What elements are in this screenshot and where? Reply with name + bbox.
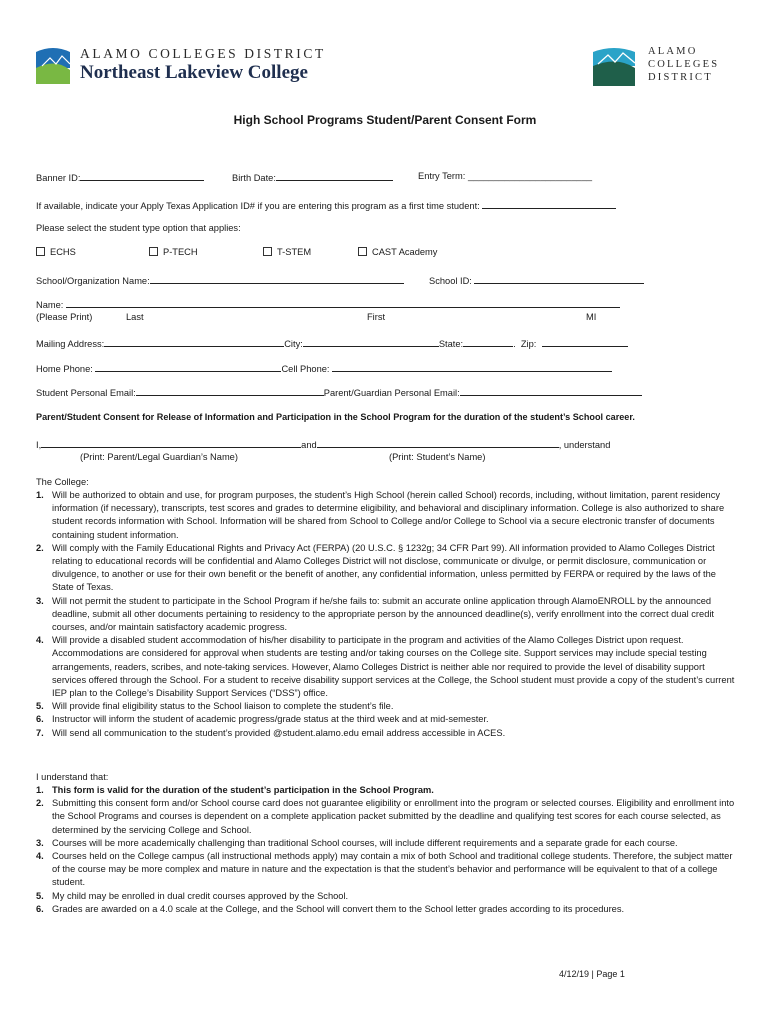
college-intro: The College: (36, 477, 89, 487)
list-item-text: Courses will be more academically challenging than traditional School courses, will include different requirements and a separate grade for each course. (52, 837, 678, 848)
list-item-number: 1. (36, 785, 44, 795)
college-name: Northeast Lakeview College (80, 62, 308, 83)
cast-label: CAST Academy (372, 247, 438, 257)
list-item (36, 634, 736, 700)
list-item-number: 5. (36, 890, 44, 901)
zip-input[interactable] (542, 335, 628, 347)
list-item-number: 2. (36, 798, 44, 809)
page-footer: 4/12/19 | Page 1 (559, 969, 625, 979)
list-item (36, 903, 736, 916)
list-item (36, 850, 736, 890)
consent-heading: Parent/Student Consent for Release of Information and Participation in the School Program for the duration of the student’s School career. (36, 412, 635, 422)
list-item (36, 489, 736, 542)
list-item (36, 784, 736, 797)
print-student-label: (Print: Student’s Name) (389, 452, 486, 462)
parent-name-input[interactable] (41, 436, 301, 448)
list-item-text: Submitting this consent form and/or School course card does not guarantee eligibility or enrollment into the program or selected courses. Eligibility and enrollment into the School Programs and courses is dependent on a complete application packet submitted by the deadline and qualifying test scores for each course selected, as determined by the servicing College and School. (52, 798, 735, 835)
mi-label: MI (586, 312, 597, 322)
form-title: High School Programs Student/Parent Consent Form (233, 113, 537, 127)
birth-date-input[interactable] (276, 169, 393, 181)
last-label: Last (126, 312, 144, 322)
northeast-lakeview-logo-mark (36, 44, 70, 84)
ptech-label: P-TECH (163, 247, 198, 257)
state-label: State: (438, 339, 464, 349)
name-row (36, 296, 620, 312)
option-cast[interactable] (358, 245, 437, 259)
option-tstem[interactable] (263, 245, 311, 259)
list-item-number: 4. (36, 851, 44, 862)
banner-id-row (36, 169, 204, 185)
print-parent-label: (Print: Parent/Legal Guardian’s Name) (80, 452, 238, 462)
school-org-label: School/Organization Name: (36, 276, 150, 286)
name-label: Name: (36, 300, 64, 310)
cast-checkbox[interactable] (358, 247, 367, 256)
list-item-text: Grades are awarded on a 4.0 scale at the College, and the School will convert them to the School letter grades according to its procedures. (52, 903, 625, 914)
consent-and: and (301, 440, 317, 450)
banner-id-label: Banner ID: (36, 173, 81, 183)
student-name-input[interactable] (317, 436, 559, 448)
college-list (36, 489, 736, 740)
school-id-label: School ID: (429, 276, 472, 286)
list-item-number: 3. (36, 595, 44, 606)
entry-term[interactable]: Entry Term: ________________________ (418, 171, 593, 181)
echs-label: ECHS (50, 247, 76, 257)
list-item (36, 727, 736, 740)
state-input[interactable] (463, 335, 513, 347)
list-item-text: Will send all communication to the student’s provided @student.alamo.edu email address accessible in ACES. (52, 727, 506, 738)
apply-texas-input[interactable] (482, 197, 616, 209)
list-item (36, 700, 736, 713)
parent-email-input[interactable] (460, 384, 642, 396)
list-item-text: Will not permit the student to participate in the School Program if he/she fails to: submit an accurate online application through AlamoENROLL by the announced deadline, submit all other documents pertaining to residency to the appropriate person by the announced deadline(s), verify enrollment into the correct dual credit courses, and/or maintain satisfactory academic progress. (52, 595, 715, 633)
student-email-label: Student Personal Email: (36, 388, 136, 398)
mailing-label: Mailing Address: (36, 339, 105, 349)
option-echs[interactable] (36, 245, 76, 259)
right-logo-line1: ALAMO (648, 46, 698, 57)
cell-phone-label: Cell Phone: (281, 364, 330, 374)
email-row (36, 384, 642, 400)
option-ptech[interactable] (149, 245, 198, 259)
student-type-prompt: Please select the student type option that applies: (36, 223, 241, 233)
list-item (36, 713, 736, 726)
list-item-text: Instructor will inform the student of academic progress/grade status at the third week and at mid-semester. (52, 714, 489, 725)
school-id-input[interactable] (474, 272, 644, 284)
mailing-input[interactable] (104, 335, 284, 347)
consent-i: I, (36, 440, 42, 450)
list-item-text: Courses held on the College campus (all instructional methods apply) may contain a mix of both School and traditional college students. Therefore, the subject matter of the course may be more complex and mature in nature and the expectation is that the student’s behavior and performance will be equivalent to that of a college student. (52, 851, 733, 888)
list-item (36, 837, 736, 850)
list-item-number: 2. (36, 542, 44, 553)
list-item-number: 6. (36, 714, 44, 725)
please-print-label: (Please Print) (36, 312, 93, 322)
list-item-text: Will provide final eligibility status to the School liaison to complete the student’s file. (52, 701, 394, 712)
school-id-row (429, 272, 644, 288)
list-item-number: 3. (36, 837, 44, 848)
alamo-colleges-logo-mark (593, 44, 635, 86)
consent-understand: , understand (558, 440, 611, 450)
birth-date-row (232, 169, 393, 185)
student-email-input[interactable] (136, 384, 324, 396)
list-item (36, 797, 736, 837)
name-input[interactable] (66, 296, 620, 308)
district-name: ALAMO COLLEGES DISTRICT (80, 46, 326, 61)
ptech-checkbox[interactable] (149, 247, 158, 256)
echs-checkbox[interactable] (36, 247, 45, 256)
list-item-text: Will be authorized to obtain and use, for program purposes, the student’s High School (herein called School) records, including, without limitation, parent residency information (if necessary), transcripts, test scores and grades to determine eligibility, and behavioral and disciplinary information. College is also authorized to share student records information with School. Information will be shared from School to College and/or College to School via a secure electronic transfer of documents containing student information. (52, 490, 725, 540)
left-logo (36, 44, 356, 86)
list-item-text: Will provide a disabled student accommodation of his/her disability to participate in the program and activities of the Alamo Colleges District upon request. Accommodations are considered for approval when students are testing and/or taking courses on the College site. Support services may include special testing arrangements, readers, scribes, and note-taking services. However, Alamo Colleges District is neither able nor required to provide the level of disability support services offered through the School. For a student to receive disability support services at the College, the School student must provide a copy of the student’s current IEP plan to the College’s Disability Support Services (“DSS”) office. (52, 635, 735, 699)
home-phone-input[interactable] (95, 360, 281, 372)
cell-phone-input[interactable] (332, 360, 612, 372)
list-item-number: 4. (36, 635, 44, 646)
tstem-checkbox[interactable] (263, 247, 272, 256)
school-org-input[interactable] (150, 272, 404, 284)
list-item-number: 5. (36, 701, 44, 712)
list-item-text: My child may be enrolled in dual credit courses approved by the School. (52, 890, 349, 901)
mailing-row: Mailing Address: City: State: . Zip: (36, 335, 628, 351)
apply-texas-label: If available, indicate your Apply Texas Application ID# if you are entering this program as a first time student: (36, 201, 480, 211)
list-item-number: 1. (36, 490, 44, 500)
zip-label: Zip: (520, 339, 537, 349)
city-label: City: (284, 339, 303, 349)
understand-intro: I understand that: (36, 772, 109, 782)
first-label: First (367, 312, 386, 322)
list-item-number: 7. (36, 727, 44, 738)
tstem-label: T-STEM (277, 247, 312, 257)
understand-list (36, 784, 736, 916)
list-item (36, 542, 736, 595)
list-item-text: This form is valid for the duration of the student’s participation in the School Program. (52, 785, 434, 795)
right-logo-line2: COLLEGES (648, 59, 720, 70)
list-item (36, 890, 736, 903)
school-org-row (36, 272, 404, 288)
right-logo-line3: DISTRICT (648, 72, 713, 83)
list-item (36, 595, 736, 635)
list-item-number: 6. (36, 903, 44, 914)
home-phone-label: Home Phone: (36, 364, 93, 374)
phone-row (36, 360, 612, 376)
birth-date-label: Birth Date: (232, 173, 276, 183)
right-logo (593, 44, 743, 88)
city-input[interactable] (303, 335, 439, 347)
banner-id-input[interactable] (80, 169, 204, 181)
apply-texas-row (36, 197, 616, 213)
parent-email-label: Parent/Guardian Personal Email: (323, 388, 460, 398)
list-item-text: Will comply with the Family Educational Rights and Privacy Act (FERPA) (20 U.S.C. § 1232g; 34 CFR Part 99). All information provided to Alamo Colleges District relating to educational records will be confidential and Alamo Colleges District will not disclose, communicate or divulge, or permit disclosure, communication or divulgence, to another or use for their own benefit or the benefit of another, any confidential information, unless permitted by FERPA or required by the laws of the State of Texas. (52, 542, 716, 593)
